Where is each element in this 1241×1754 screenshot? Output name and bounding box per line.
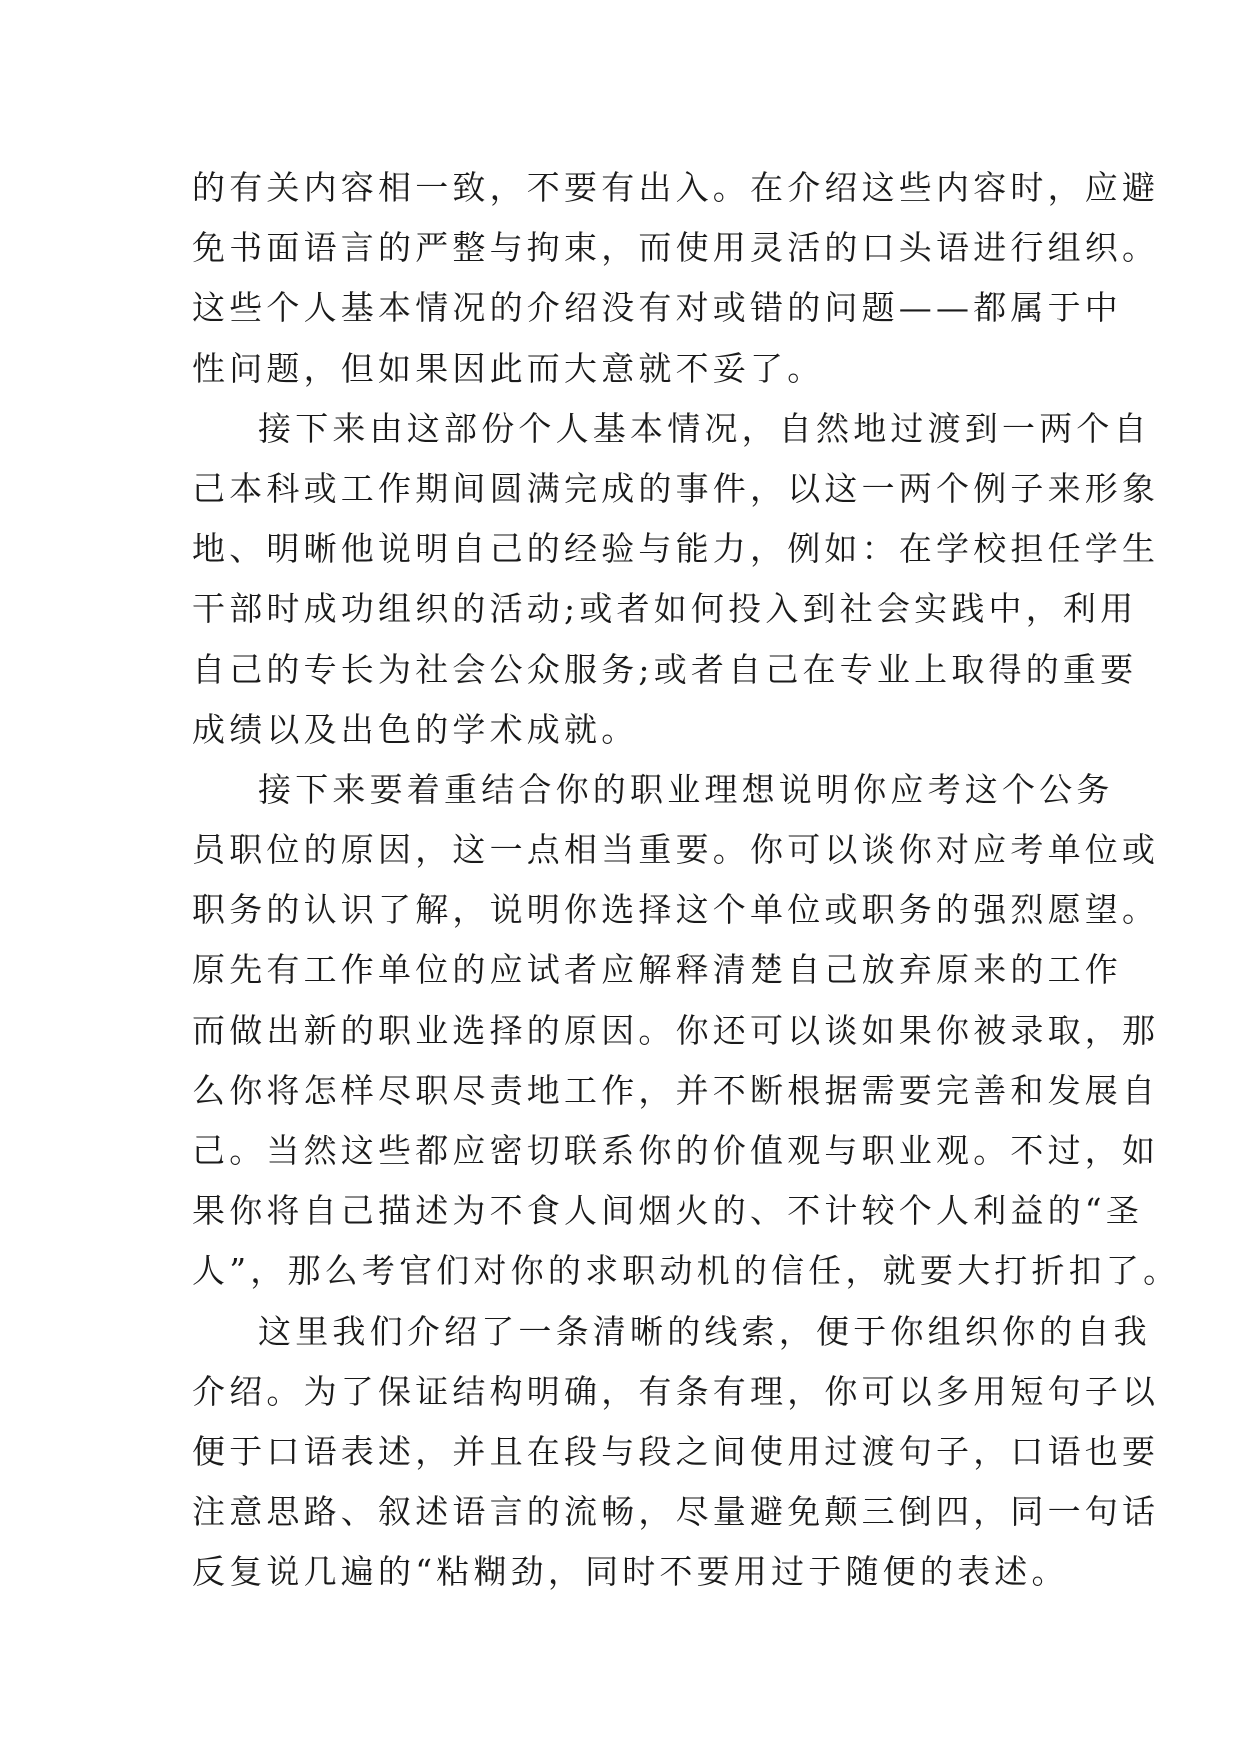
text-line: 性问题，但如果因此而大意就不妥了。 bbox=[192, 348, 825, 388]
text-line: 而做出新的职业选择的原因。你还可以谈如果你被录取，那 bbox=[192, 1010, 1160, 1050]
text-line: 原先有工作单位的应试者应解释清楚自己放弃原来的工作 bbox=[192, 950, 1122, 990]
text-line: 这些个人基本情况的介绍没有对或错的问题——都属于中 bbox=[192, 288, 1122, 328]
paragraph bbox=[192, 760, 1181, 1302]
text-line: 介绍。为了保证结构明确，有条有理，你可以多用短句子以 bbox=[192, 1371, 1160, 1411]
text-line: 注意思路、叙述语言的流畅，尽量避免颠三倒四，同一句话 bbox=[192, 1492, 1160, 1532]
text-line: 接下来由这部份个人基本情况，自然地过渡到一两个自 bbox=[258, 408, 1151, 448]
text-line: 的有关内容相一致，不要有出入。在介绍这些内容时，应避 bbox=[192, 168, 1160, 207]
text-line: 便于口语表述，并且在段与段之间使用过渡句子，口语也要 bbox=[192, 1431, 1160, 1471]
text-line: 自己的专长为社会公众服务;或者自己在专业上取得的重要 bbox=[192, 649, 1138, 689]
text-line: 反复说几遍的“粘糊劲，同时不要用过于随便的表述。 bbox=[192, 1552, 1069, 1592]
text-line: 这里我们介绍了一条清晰的线索，便于你组织你的自我 bbox=[258, 1311, 1151, 1351]
text-line: 己。当然这些都应密切联系你的价值观与职业观。不过，如 bbox=[192, 1131, 1160, 1170]
paragraph bbox=[192, 158, 1160, 399]
text-line: 职务的认识了解，说明你选择这个单位或职务的强烈愿望。 bbox=[192, 890, 1160, 930]
text-line: 果你将自己描述为不食人间烟火的、不计较个人利益的“圣 bbox=[192, 1191, 1144, 1231]
paragraph bbox=[192, 399, 1160, 760]
text-line: 成绩以及出色的学术成就。 bbox=[192, 709, 639, 749]
text-line: 免书面语言的严整与拘束，而使用灵活的口头语进行组织。 bbox=[192, 228, 1160, 268]
text-line: 员职位的原因，这一点相当重要。你可以谈你对应考单位或 bbox=[192, 830, 1160, 870]
paragraph bbox=[192, 1302, 1160, 1603]
text-line: 人”，那么考官们对你的求职动机的信任，就要大打折扣了。 bbox=[192, 1251, 1181, 1291]
text-line: 己本科或工作期间圆满完成的事件，以这一两个例子来形象 bbox=[192, 468, 1160, 508]
text-line: 么你将怎样尽职尽责地工作，并不断根据需要完善和发展自 bbox=[192, 1070, 1160, 1110]
text-line: 地、明晰他说明自己的经验与能力，例如：在学校担任学生 bbox=[192, 529, 1160, 569]
document-body bbox=[192, 158, 1181, 1603]
text-line: 干部时成功组织的活动;或者如何投入到社会实践中，利用 bbox=[192, 589, 1138, 629]
text-line: 接下来要着重结合你的职业理想说明你应考这个公务 bbox=[258, 769, 1114, 809]
